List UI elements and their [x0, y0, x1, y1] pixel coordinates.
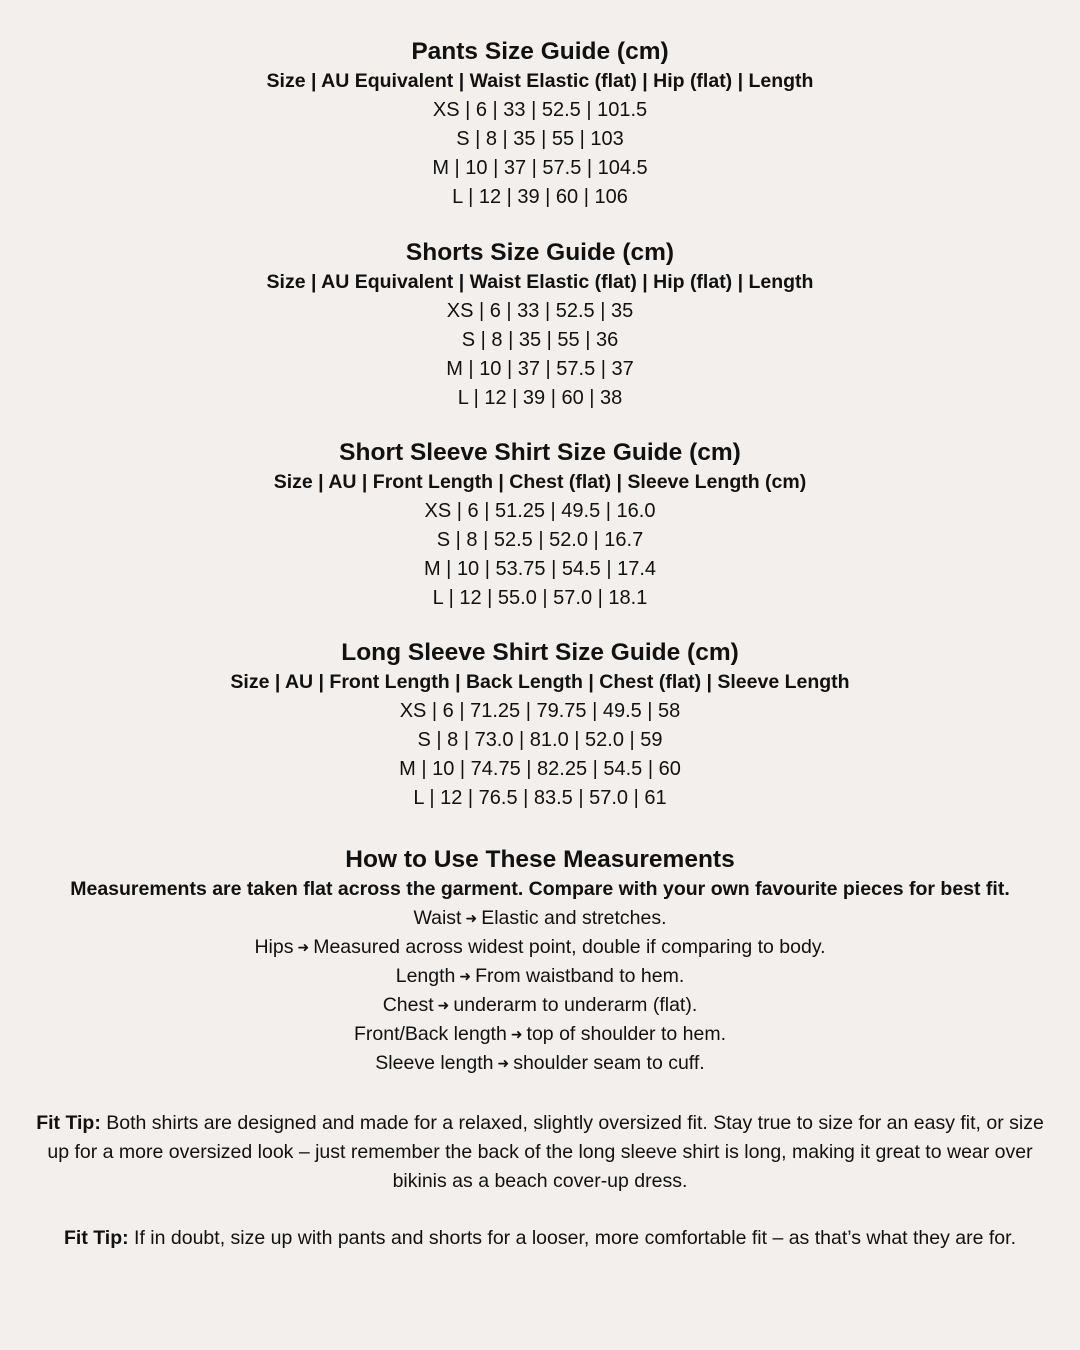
howto-item-chest [40, 991, 1040, 1020]
howto-item-length [40, 962, 1040, 991]
fit-tip-text: Both shirts are designed and made for a relaxed, slightly oversized fit. Stay true to size for an easy fit, or size up for a more oversized look – just remember the back of the long sleeve shirt is long, making it great to wear over bikinis as a beach cover-up dress. [47, 1112, 1044, 1192]
howto-term: Length [395, 965, 456, 987]
guide-rows [40, 297, 1040, 413]
guide-row: S | 8 | 35 | 55 | 36 [461, 329, 619, 351]
howto-term: Hips [254, 936, 294, 958]
howto-title: How to Use These Measurements [345, 846, 735, 873]
howto-term: Front/Back length [353, 1023, 507, 1045]
howto-desc: Measured across widest point, double if comparing to body. [313, 936, 826, 958]
guide-row: M | 10 | 37 | 57.5 | 104.5 [432, 157, 648, 179]
fit-tip-label: Fit Tip: [64, 1227, 129, 1249]
guide-row: L | 12 | 39 | 60 | 38 [457, 387, 623, 409]
guide-column-headers: Size | AU | Front Length | Back Length | Chest (flat) | Sleeve Length [230, 671, 850, 693]
guide-rows [40, 96, 1040, 212]
fit-tip-pants-shorts [36, 1224, 1044, 1253]
guide-row: L | 12 | 55.0 | 57.0 | 18.1 [432, 587, 648, 609]
guide-row: S | 8 | 73.0 | 81.0 | 52.0 | 59 [417, 729, 663, 751]
guide-title: Pants Size Guide (cm) [411, 38, 669, 65]
arrow-right-icon: ➜ [297, 939, 310, 955]
guide-row: S | 8 | 52.5 | 52.0 | 16.7 [436, 529, 644, 551]
howto-item-waist [40, 904, 1040, 933]
guide-row: M | 10 | 74.75 | 82.25 | 54.5 | 60 [399, 758, 681, 780]
howto-term: Sleeve length [375, 1052, 494, 1074]
howto-desc: shoulder seam to cuff. [513, 1052, 705, 1074]
arrow-right-icon: ➜ [459, 968, 472, 984]
guide-row: XS | 6 | 33 | 52.5 | 35 [446, 300, 634, 322]
howto-desc: Elastic and stretches. [481, 907, 667, 929]
howto-item-front-back-length [40, 1020, 1040, 1049]
short-sleeve-shirt-size-guide [40, 438, 1040, 613]
arrow-right-icon: ➜ [497, 1055, 510, 1071]
howto-item-sleeve-length [40, 1049, 1040, 1078]
guide-column-headers: Size | AU | Front Length | Chest (flat) | Sleeve Length (cm) [273, 471, 807, 493]
guide-row: XS | 6 | 33 | 52.5 | 101.5 [432, 99, 648, 121]
howto-desc: underarm to underarm (flat). [453, 994, 698, 1016]
guide-column-headers: Size | AU Equivalent | Waist Elastic (flat) | Hip (flat) | Length [266, 271, 814, 293]
guide-row: L | 12 | 76.5 | 83.5 | 57.0 | 61 [413, 787, 667, 809]
guide-title: Short Sleeve Shirt Size Guide (cm) [339, 439, 741, 466]
arrow-right-icon: ➜ [437, 997, 450, 1013]
guide-row: M | 10 | 37 | 57.5 | 37 [446, 358, 634, 380]
howto-item-hips [40, 933, 1040, 962]
arrow-right-icon: ➜ [510, 1026, 523, 1042]
fit-tip-label: Fit Tip: [36, 1112, 101, 1134]
arrow-right-icon: ➜ [465, 910, 478, 926]
pants-size-guide [40, 37, 1040, 212]
fit-tip-shirts [36, 1109, 1044, 1196]
guide-rows [40, 697, 1040, 813]
guide-row: XS | 6 | 51.25 | 49.5 | 16.0 [424, 500, 656, 522]
guide-title: Shorts Size Guide (cm) [405, 239, 675, 266]
guide-title: Long Sleeve Shirt Size Guide (cm) [341, 639, 739, 666]
long-sleeve-shirt-size-guide [40, 638, 1040, 813]
howto-term: Chest [382, 994, 434, 1016]
fit-tip-text: If in doubt, size up with pants and shorts for a looser, more comfortable fit – as that’s what they are for. [134, 1227, 1016, 1249]
guide-row: L | 12 | 39 | 60 | 106 [452, 186, 628, 208]
howto-desc: From waistband to hem. [475, 965, 685, 987]
guide-row: S | 8 | 35 | 55 | 103 [456, 128, 624, 150]
guide-row: M | 10 | 53.75 | 54.5 | 17.4 [423, 558, 657, 580]
shorts-size-guide [40, 238, 1040, 413]
howto-desc: top of shoulder to hem. [526, 1023, 727, 1045]
howto-term: Waist [413, 907, 462, 929]
guide-rows [40, 497, 1040, 613]
guide-column-headers: Size | AU Equivalent | Waist Elastic (flat) | Hip (flat) | Length [266, 70, 814, 92]
how-to-use-measurements [40, 845, 1040, 1078]
howto-intro: Measurements are taken flat across the garment. Compare with your own favourite pieces for best fit. [70, 878, 1010, 900]
guide-row: XS | 6 | 71.25 | 79.75 | 49.5 | 58 [399, 700, 681, 722]
